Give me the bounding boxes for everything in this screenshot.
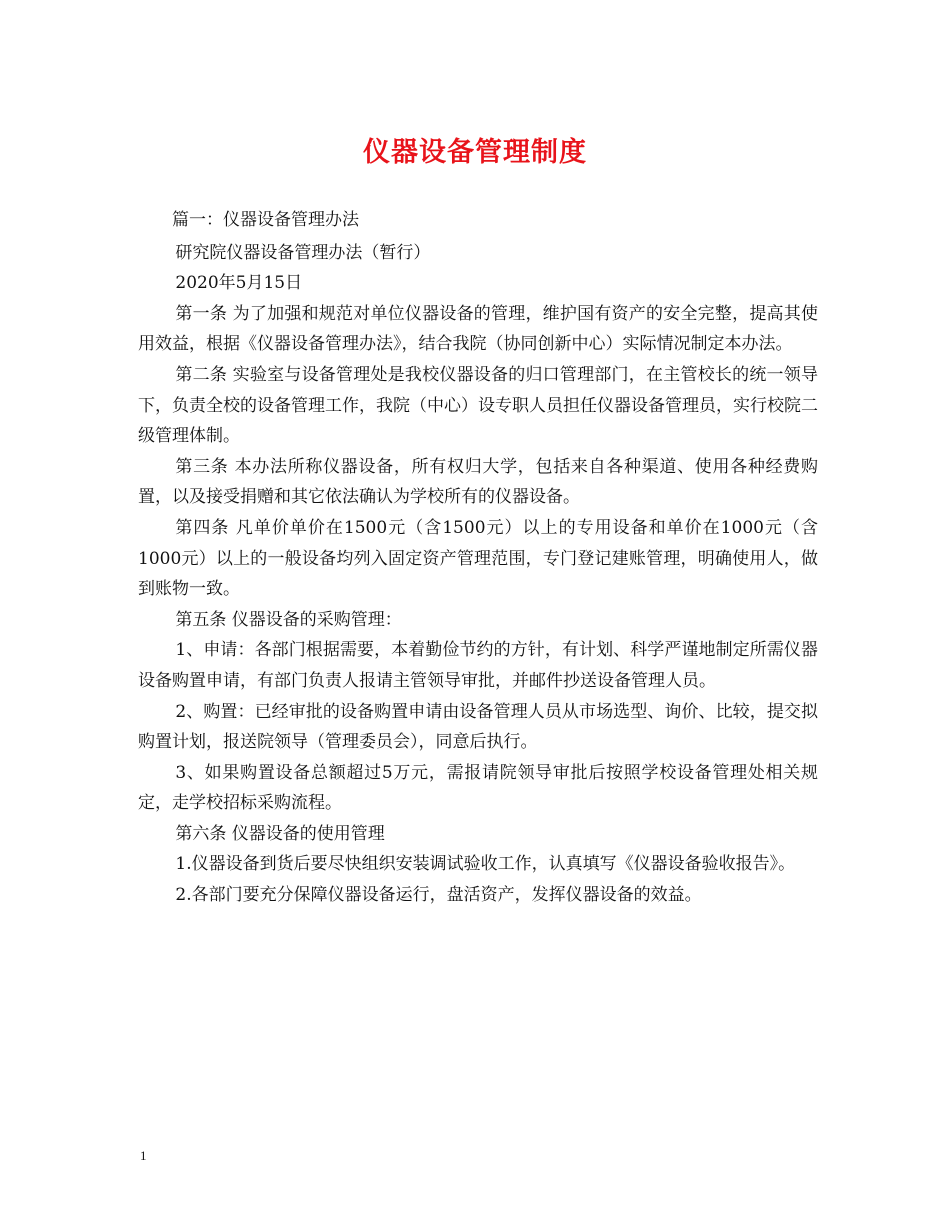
article-4: 第四条 凡单价单价在1500元（含1500元）以上的专用设备和单价在1000元（含1000元）以上的一般设备均列入固定资产管理范围，专门登记建账管理，明确使用人，做到账物一致。 bbox=[138, 517, 818, 600]
article-5-item-1: 1、申请：各部门根据需要，本着勤俭节约的方针，有计划、科学严谨地制定所需仪器设备购置申请，有部门负责人报请主管领导审批，并邮件抄送设备管理人员。 bbox=[138, 640, 818, 691]
article-6-item-1: 1.仪器设备到货后要尽快组织安装调试验收工作，认真填写《仪器设备验收报告》。 bbox=[175, 854, 796, 875]
article-5: 第五条 仪器设备的采购管理： bbox=[175, 609, 402, 630]
document-title: 仪器设备管理制度 bbox=[363, 137, 587, 168]
document-date: 2020年5月15日 bbox=[175, 273, 303, 294]
article-5-item-3: 3、如果购置设备总额超过5万元，需报请院领导审批后按照学校设备管理处相关规定，走学校招标采购流程。 bbox=[138, 762, 818, 814]
document-body bbox=[138, 205, 818, 911]
page-number: 1 bbox=[140, 1148, 147, 1163]
article-6-item-2: 2.各部门要充分保障仪器设备运行，盘活资产，发挥仪器设备的效益。 bbox=[175, 885, 702, 906]
document-subtitle: 研究院仪器设备管理办法（暂行） bbox=[175, 242, 431, 263]
article-3: 第三条 本办法所称仪器设备，所有权归大学，包括来自各种渠道、使用各种经费购置，以及接受捐赠和其它依法确认为学校所有的仪器设备。 bbox=[138, 456, 818, 508]
section-heading: 篇一：仪器设备管理办法 bbox=[172, 210, 359, 230]
article-6: 第六条 仪器设备的使用管理 bbox=[175, 823, 385, 844]
article-5-item-2: 2、购置：已经审批的设备购置申请由设备管理人员从市场选型、询价、比较，提交拟购置计划，报送院领导（管理委员会），同意后执行。 bbox=[138, 701, 818, 753]
article-1: 第一条 为了加强和规范对单位仪器设备的管理，维护国有资产的安全完整，提高其使用效益，根据《仪器设备管理办法》，结合我院（协同创新中心）实际情况制定本办法。 bbox=[138, 303, 818, 355]
article-2: 第二条 实验室与设备管理处是我校仪器设备的归口管理部门，在主管校长的统一领导下，负责全校的设备管理工作，我院（中心）设专职人员担任仪器设备管理员，实行校院二级管理体制。 bbox=[138, 364, 818, 447]
